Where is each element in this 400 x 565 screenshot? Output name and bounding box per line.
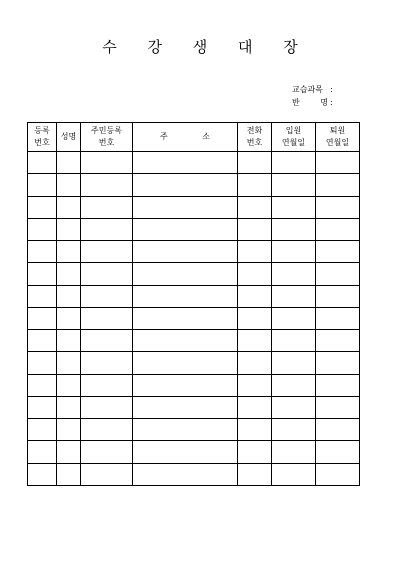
header-admission-date-line1: 입원 (285, 126, 302, 135)
table-cell[interactable] (133, 152, 238, 174)
header-address (133, 123, 238, 152)
table-cell[interactable] (238, 152, 272, 174)
header-discharge-date-line1: 퇴원 (329, 126, 346, 135)
table-cell[interactable] (238, 263, 272, 285)
table-cell[interactable] (28, 352, 57, 374)
table-cell[interactable] (81, 330, 133, 352)
header-name-line1: 성명 (60, 132, 77, 141)
table-cell[interactable] (28, 241, 57, 263)
table-cell[interactable] (133, 218, 238, 240)
table-cell[interactable] (316, 174, 360, 196)
header-row (28, 123, 360, 152)
table-cell[interactable] (133, 352, 238, 374)
class-separator: : (330, 98, 333, 107)
header-admission-date (272, 123, 316, 152)
table-cell[interactable] (238, 396, 272, 418)
table-cell[interactable] (133, 374, 238, 396)
header-name (57, 123, 81, 152)
table-cell[interactable] (133, 285, 238, 307)
table-row (28, 396, 360, 418)
table-cell[interactable] (272, 263, 316, 285)
table-cell[interactable] (272, 396, 316, 418)
table-cell[interactable] (316, 352, 360, 374)
table-row (28, 196, 360, 218)
table-cell[interactable] (57, 307, 81, 329)
table-cell[interactable] (81, 352, 133, 374)
table-row (28, 463, 360, 485)
class-row (292, 96, 333, 109)
meta-info (292, 83, 333, 109)
table-cell[interactable] (28, 374, 57, 396)
header-resident-number (81, 123, 133, 152)
header-phone-line2: 번호 (246, 138, 263, 147)
table-row (28, 152, 360, 174)
table-cell[interactable] (238, 241, 272, 263)
header-address-line1: 주 소 (160, 132, 226, 141)
table-cell[interactable] (28, 196, 57, 218)
table-cell[interactable] (238, 174, 272, 196)
table-cell[interactable] (57, 241, 81, 263)
table-cell[interactable] (57, 374, 81, 396)
table-cell[interactable] (81, 463, 133, 485)
table-row (28, 419, 360, 441)
table-cell[interactable] (133, 307, 238, 329)
table-cell[interactable] (133, 196, 238, 218)
table-cell[interactable] (81, 174, 133, 196)
table-cell[interactable] (81, 374, 133, 396)
table-cell[interactable] (272, 419, 316, 441)
table-body (28, 152, 360, 486)
header-discharge-date-line2: 연월일 (325, 138, 350, 147)
header-reg-number-line1: 등록 (34, 126, 50, 135)
table-row (28, 263, 360, 285)
table-cell[interactable] (81, 396, 133, 418)
table-cell[interactable] (81, 152, 133, 174)
table-cell[interactable] (272, 307, 316, 329)
table-cell[interactable] (57, 218, 81, 240)
table-cell[interactable] (133, 174, 238, 196)
table-cell[interactable] (81, 196, 133, 218)
table-cell[interactable] (57, 263, 81, 285)
table-cell[interactable] (316, 285, 360, 307)
table-cell[interactable] (316, 218, 360, 240)
table-cell[interactable] (238, 419, 272, 441)
class-label: 반 명 (292, 98, 328, 107)
table-cell[interactable] (57, 396, 81, 418)
table-cell[interactable] (316, 441, 360, 463)
table-cell[interactable] (57, 352, 81, 374)
table-cell[interactable] (316, 196, 360, 218)
table-row (28, 330, 360, 352)
table-cell[interactable] (238, 374, 272, 396)
table-cell[interactable] (133, 330, 238, 352)
table-row (28, 374, 360, 396)
table-cell[interactable] (28, 441, 57, 463)
header-resident-number-line2: 번호 (98, 138, 115, 147)
table-row (28, 352, 360, 374)
table-cell[interactable] (57, 196, 81, 218)
table-cell[interactable] (238, 218, 272, 240)
registration-table (27, 122, 360, 486)
table-cell[interactable] (272, 374, 316, 396)
table-cell[interactable] (316, 419, 360, 441)
table-cell[interactable] (81, 218, 133, 240)
table-cell[interactable] (272, 285, 316, 307)
table-row (28, 307, 360, 329)
table-cell[interactable] (28, 419, 57, 441)
table-row (28, 285, 360, 307)
table-cell[interactable] (238, 307, 272, 329)
table-cell[interactable] (316, 330, 360, 352)
table-cell[interactable] (238, 196, 272, 218)
table-cell[interactable] (238, 441, 272, 463)
table-cell[interactable] (28, 396, 57, 418)
table-cell[interactable] (28, 307, 57, 329)
table-cell[interactable] (81, 419, 133, 441)
header-reg-number-line2: 번호 (34, 138, 50, 147)
table-cell[interactable] (57, 419, 81, 441)
table-cell[interactable] (272, 441, 316, 463)
table-cell[interactable] (133, 396, 238, 418)
table-cell[interactable] (238, 330, 272, 352)
table-cell[interactable] (133, 463, 238, 485)
table-cell[interactable] (133, 263, 238, 285)
table-cell[interactable] (57, 174, 81, 196)
table-cell[interactable] (272, 218, 316, 240)
table-cell[interactable] (133, 419, 238, 441)
subject-label: 교습과목 (292, 85, 323, 94)
header-admission-date-line2: 연월일 (281, 138, 306, 147)
table-cell[interactable] (272, 196, 316, 218)
table-cell[interactable] (316, 263, 360, 285)
table-cell[interactable] (316, 463, 360, 485)
table-cell[interactable] (272, 152, 316, 174)
table-row (28, 241, 360, 263)
table-row (28, 441, 360, 463)
table-cell[interactable] (316, 396, 360, 418)
table-cell[interactable] (316, 374, 360, 396)
page-title: 수 강 생 대 장 (102, 38, 311, 56)
table-row (28, 174, 360, 196)
header-resident-number-line1: 주민등록 (91, 126, 122, 135)
table-cell[interactable] (316, 241, 360, 263)
table-cell[interactable] (81, 307, 133, 329)
table-cell[interactable] (316, 307, 360, 329)
header-phone-line1: 전화 (246, 126, 263, 135)
table-cell[interactable] (272, 241, 316, 263)
table-cell[interactable] (133, 441, 238, 463)
table-cell[interactable] (238, 285, 272, 307)
table-cell[interactable] (133, 241, 238, 263)
table-cell[interactable] (28, 330, 57, 352)
table-cell[interactable] (28, 263, 57, 285)
table-cell[interactable] (81, 241, 133, 263)
table-cell[interactable] (57, 330, 81, 352)
header-discharge-date (316, 123, 360, 152)
table-cell[interactable] (28, 152, 57, 174)
table-cell[interactable] (28, 174, 57, 196)
table-cell[interactable] (81, 263, 133, 285)
table-cell[interactable] (57, 152, 81, 174)
table-cell[interactable] (272, 352, 316, 374)
table-cell[interactable] (272, 463, 316, 485)
table-cell[interactable] (272, 330, 316, 352)
subject-row (292, 83, 333, 96)
header-reg-number (28, 123, 57, 152)
table-cell[interactable] (316, 152, 360, 174)
table-cell[interactable] (57, 463, 81, 485)
table-cell[interactable] (272, 174, 316, 196)
header-phone (238, 123, 272, 152)
table-cell[interactable] (28, 463, 57, 485)
table-cell[interactable] (81, 441, 133, 463)
table-cell[interactable] (238, 463, 272, 485)
table-cell[interactable] (28, 285, 57, 307)
table-cell[interactable] (81, 285, 133, 307)
table-cell[interactable] (57, 285, 81, 307)
table-cell[interactable] (238, 352, 272, 374)
subject-separator: : (330, 85, 333, 94)
table-row (28, 218, 360, 240)
table-cell[interactable] (57, 441, 81, 463)
table-cell[interactable] (28, 218, 57, 240)
